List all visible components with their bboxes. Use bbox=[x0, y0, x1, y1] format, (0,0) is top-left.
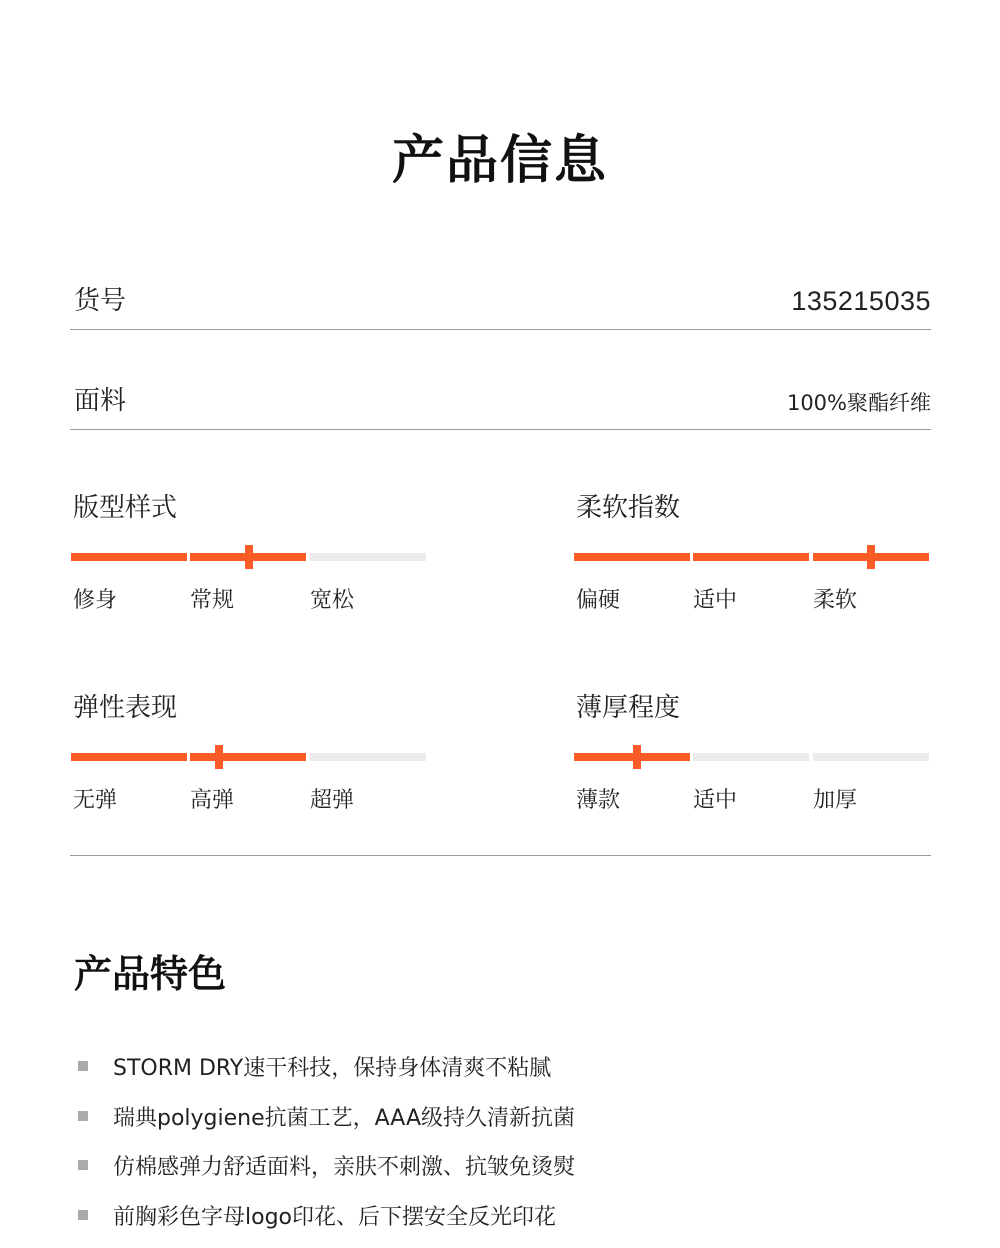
bullet-square-icon bbox=[78, 1111, 88, 1121]
softness-scale-segment bbox=[574, 553, 690, 561]
thickness-scale-segment bbox=[813, 753, 929, 761]
thickness-scale-title: 薄厚程度 bbox=[576, 693, 681, 723]
fit-scale-title: 版型样式 bbox=[73, 493, 178, 523]
softness-scale-marker bbox=[867, 545, 875, 569]
softness-scale-segment bbox=[693, 553, 809, 561]
softness-scale-title: 柔软指数 bbox=[576, 493, 681, 523]
softness-scale-bar bbox=[574, 545, 930, 569]
elasticity-scale-segment bbox=[310, 753, 426, 761]
thickness-scale-label: 薄款 bbox=[576, 788, 621, 813]
page-title: 产品信息 bbox=[391, 131, 608, 191]
elasticity-scale-marker bbox=[215, 745, 223, 769]
thickness-scale-bar bbox=[574, 745, 930, 769]
thickness-scale-segment bbox=[693, 753, 809, 761]
fit-scale bbox=[71, 487, 427, 617]
fit-scale-segment bbox=[71, 553, 187, 561]
elasticity-scale-bar bbox=[71, 745, 427, 769]
softness-scale bbox=[574, 487, 930, 617]
sku-value: 135215035 bbox=[791, 286, 931, 316]
sku-label: 货号 bbox=[74, 286, 127, 316]
bullet-square-icon bbox=[78, 1210, 88, 1220]
fabric-row bbox=[70, 381, 931, 430]
bullet-square-icon bbox=[78, 1160, 88, 1170]
feature-text: 前胸彩色字母logo印花、后下摆安全反光印花 bbox=[113, 1205, 556, 1231]
softness-scale-label: 柔软 bbox=[813, 588, 858, 613]
fit-scale-bar bbox=[71, 545, 427, 569]
elasticity-scale-label: 高弹 bbox=[190, 788, 235, 813]
elasticity-scale-label: 超弹 bbox=[310, 788, 355, 813]
section-divider bbox=[70, 855, 931, 856]
fabric-value: 100%聚酯纤维 bbox=[786, 391, 931, 415]
thickness-scale-label: 加厚 bbox=[813, 788, 858, 813]
fit-scale-label: 宽松 bbox=[310, 588, 355, 613]
elasticity-scale-segment bbox=[190, 753, 306, 761]
sku-row bbox=[70, 281, 931, 330]
thickness-scale-marker bbox=[633, 745, 641, 769]
thickness-scale-label: 适中 bbox=[693, 788, 738, 813]
features-title: 产品特色 bbox=[74, 952, 227, 996]
elasticity-scale-title: 弹性表现 bbox=[73, 693, 178, 723]
feature-text: STORM DRY速干科技，保持身体清爽不粘腻 bbox=[113, 1056, 552, 1081]
fit-scale-segment bbox=[310, 553, 426, 561]
feature-text: 瑞典polygiene抗菌工艺，AAA级持久清新抗菌 bbox=[113, 1105, 576, 1131]
elasticity-scale-segment bbox=[71, 753, 187, 761]
bullet-square-icon bbox=[78, 1061, 88, 1071]
elasticity-scale-label: 无弹 bbox=[73, 788, 118, 813]
thickness-scale bbox=[574, 687, 930, 817]
softness-scale-label: 偏硬 bbox=[576, 588, 621, 613]
fit-scale-label: 修身 bbox=[73, 588, 118, 613]
fit-scale-marker bbox=[245, 545, 253, 569]
elasticity-scale bbox=[71, 687, 427, 817]
feature-text: 仿棉感弹力舒适面料，亲肤不刺激、抗皱免烫熨 bbox=[113, 1155, 576, 1181]
fabric-label: 面料 bbox=[74, 386, 127, 416]
thickness-scale-segment bbox=[574, 753, 690, 761]
fit-scale-label: 常规 bbox=[190, 588, 235, 613]
softness-scale-label: 适中 bbox=[693, 588, 738, 613]
